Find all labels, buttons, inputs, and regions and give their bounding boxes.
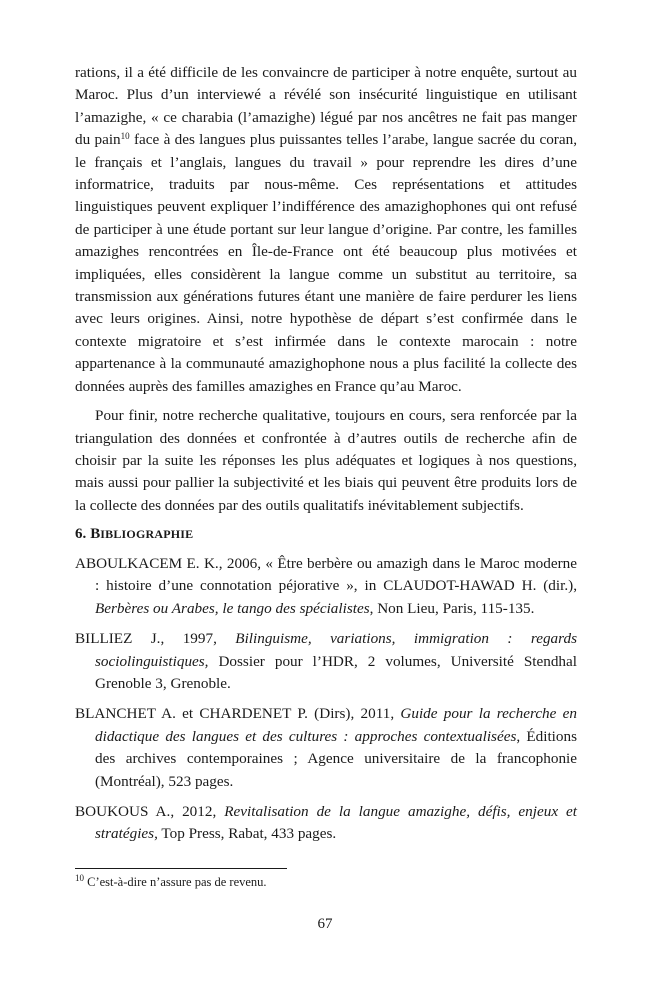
- footnote-10: [75, 874, 267, 890]
- entry-title: Berbères ou Arabes, le tango des spécialistes: [95, 599, 370, 617]
- footnote-divider: [75, 868, 287, 869]
- entry-title: Bilinguisme, variations, immigration : regards sociolinguistiques,: [95, 630, 578, 670]
- section-title-initial: B: [90, 526, 101, 542]
- bibliography-entry: [75, 628, 577, 695]
- bibliography-entry: [75, 553, 577, 620]
- page-number: 67: [317, 916, 333, 932]
- entry-tail: , Éditions des archives contemporaines ; Agence universitaire de la francophonie (Montréal), 523 pages.: [95, 727, 577, 790]
- paragraph-1: [75, 62, 577, 398]
- entry-title: Revitalisation de la langue amazighe, défis, enjeux et stratégies: [95, 803, 578, 843]
- entry-tail: , Top Press, Rabat, 433 pages.: [154, 825, 337, 843]
- bibliography-entry: [75, 703, 577, 793]
- paragraph-1-part-b: face à des langues plus puissantes telles l’arabe, langue sacrée du coran, le français et l’anglais, langues du travail » pour reprendre les dires d’une informatrice, traduits par nous-même. Ces représentations et attitudes linguistiques peuvent expliquer l’indifférence des amazighophones qui ont refusé de participer à une étude portant sur leur langue d’origine. Par contre, les familles amazighes rencontrées en Île-de-France ont été beaucoup plus motivées et impliquées, elles considèrent la langue comme un substitut au territoire, sa transmission aux générations futures étant une manière de faire perdurer les liens avec leurs origines. Ainsi, notre hypothèse de départ s’est confirmée dans le contexte migratoire et s’est infirmée dans le contexte marocain : notre appartenance à la communauté amazighophone nous a plus facilité la collecte des données auprès des familles amazighes en France qu’au Maroc.: [75, 131, 577, 395]
- section-number: 6.: [75, 526, 87, 542]
- entry-lead: BILLIEZ J., 1997,: [75, 630, 236, 648]
- entry-tail: Dossier pour l’HDR, 2 volumes, Université Stendhal Grenoble 3, Grenoble.: [95, 652, 577, 693]
- bibliography-entry: [75, 801, 577, 846]
- entry-tail: , Non Lieu, Paris, 115-135.: [369, 599, 535, 617]
- paragraph-1-part-a: rations, il a été difficile de les convaincre de participer à notre enquête, surtout au Maroc. Plus d’un interviewé a révélé son insécurité linguistique en utilisant l’amazighe, « ce charabia (l’amazighe) légué par nos ancêtres ne fait pas manger du pain: [75, 64, 577, 149]
- footnote-text: C’est-à-dire n’assure pas de revenu.: [84, 875, 267, 889]
- paragraph-2: Pour finir, notre recherche qualitative, toujours en cours, sera renforcée par la triangulation des données et confrontée à d’autres outils de recherche afin de choisir par la suite les réponses les plus adéquates et logiques à nos questions, mais aussi pour pallier la subjectivité et les biais qui peuvent être produits lors de la collecte des données par des outils qualitatifs inévitablement subjectifs.: [75, 407, 577, 514]
- footnote-ref-10[interactable]: 10: [120, 131, 130, 142]
- section-heading-bibliography: [75, 523, 193, 545]
- bibliography-list: [75, 553, 577, 854]
- entry-lead: BLANCHET A. et CHARDENET P. (Dirs), 2011,: [75, 705, 401, 723]
- body-text: [75, 62, 577, 517]
- entry-lead: ABOULKACEM E. K., 2006, « Être berbère ou amazigh dans le Maroc moderne : histoire d’une connotation péjorative », in CLAUDOT-HAWAD H. (dir.),: [75, 555, 577, 595]
- section-title-rest: IBLIOGRAPHIE: [100, 527, 194, 541]
- entry-title: Guide pour la recherche en didactique des langues et des cultures : approches contextualisées: [95, 705, 577, 745]
- footnote-number: 10: [75, 873, 84, 883]
- entry-lead: BOUKOUS A., 2012,: [75, 803, 225, 821]
